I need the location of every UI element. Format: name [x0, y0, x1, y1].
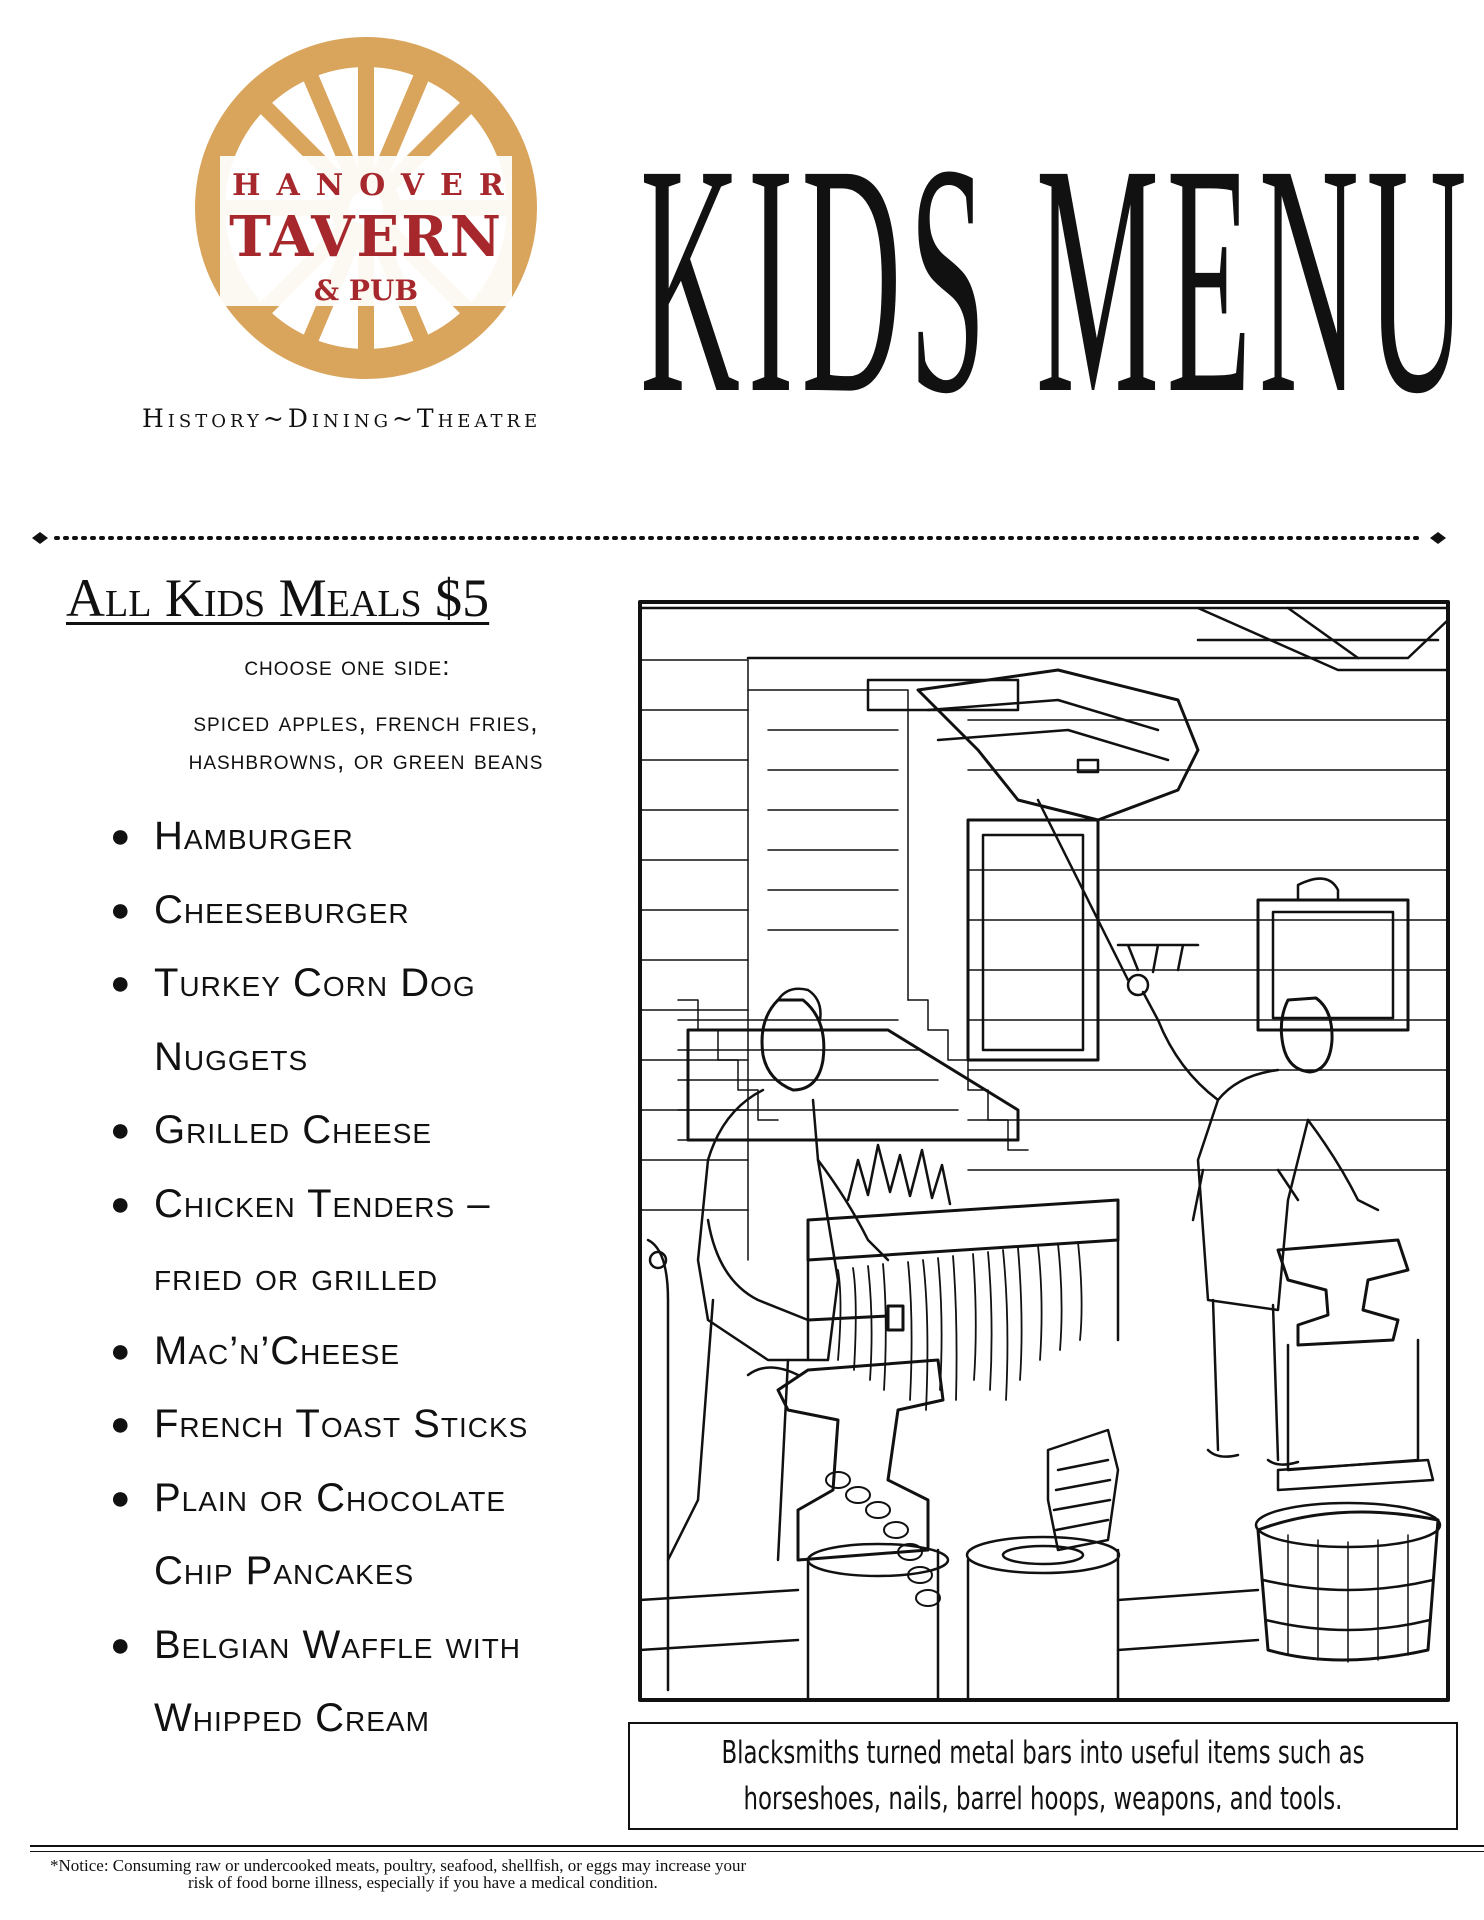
illustration-caption	[628, 1722, 1458, 1830]
logo-word-pub: & PUB	[313, 274, 419, 307]
tavern-logo	[180, 38, 552, 378]
page-title: KIDS MENU	[640, 97, 1475, 462]
blacksmith-illustration	[638, 600, 1452, 1704]
menu-item-continuation	[110, 1535, 650, 1609]
tagline: History~Dining~Theatre	[142, 404, 542, 433]
menu-item-label: French Toast Sticks	[154, 1402, 529, 1446]
bullet-icon: ●	[110, 1405, 132, 1443]
menu-item-continuation	[110, 1682, 650, 1756]
menu-item-label: fried or grilled	[154, 1255, 439, 1299]
menu-item-label: Chicken Tenders –	[154, 1181, 491, 1226]
menu-item	[110, 947, 650, 1021]
bullet-icon: ●	[110, 817, 132, 855]
bullet-icon: ●	[110, 890, 132, 929]
menu-list	[110, 800, 650, 1756]
food-safety-notice	[50, 1857, 930, 1891]
menu-item	[110, 1462, 650, 1536]
side-prompt: choose one side:	[244, 651, 451, 681]
menu-item	[110, 1315, 650, 1389]
dotted-divider	[30, 530, 1448, 546]
notice-line: *Notice: Consuming raw or undercooked meats, poultry, seafood, shellfish, or eggs may increase your	[50, 1856, 747, 1875]
menu-item	[110, 874, 650, 948]
menu-item-label: Hamburger	[154, 814, 354, 858]
menu-item-label: Chip Pancakes	[154, 1549, 415, 1593]
menu-item	[110, 1609, 650, 1683]
menu-item-continuation	[110, 1021, 650, 1095]
meals-price-heading: All Kids Meals $5	[66, 568, 490, 628]
footer-rule	[30, 1845, 1484, 1847]
side-options-line: spiced apples, french fries,	[193, 707, 539, 737]
bullet-icon: ●	[110, 1184, 132, 1223]
menu-item-label: Plain or Chocolate	[154, 1475, 506, 1520]
menu-item	[110, 800, 650, 874]
menu-item	[110, 1388, 650, 1462]
logo-word-tavern: TAVERN	[229, 204, 503, 270]
side-options	[96, 703, 636, 779]
menu-item-label: Cheeseburger	[154, 887, 410, 932]
caption-line: Blacksmiths turned metal bars into useful items such as	[721, 1735, 1365, 1771]
menu-item-label: Belgian Waffle with	[154, 1622, 522, 1667]
bullet-icon: ●	[110, 1625, 132, 1664]
bullet-icon: ●	[110, 1478, 132, 1517]
logo-word-hanover: HANOVER	[232, 168, 520, 203]
side-options-line: hashbrowns, or green beans	[188, 745, 544, 775]
notice-line: risk of food borne illness, especially if you have a medical condition.	[188, 1873, 658, 1892]
menu-item-continuation	[110, 1241, 650, 1315]
caption-line: horseshoes, nails, barrel hoops, weapons, and tools.	[743, 1781, 1343, 1817]
bullet-icon: ●	[110, 1331, 132, 1370]
menu-item-label: Nuggets	[154, 1034, 309, 1079]
menu-item-label: Grilled Cheese	[154, 1108, 433, 1152]
footer-rule-thin	[30, 1851, 1484, 1852]
menu-item-label: Turkey Corn Dog	[154, 961, 476, 1005]
menu-item	[110, 1168, 650, 1242]
menu-item-label: Mac’n’Cheese	[154, 1328, 401, 1373]
menu-item-label: Whipped Cream	[154, 1696, 430, 1740]
bullet-icon: ●	[110, 1111, 132, 1149]
bullet-icon: ●	[110, 964, 132, 1002]
menu-item	[110, 1094, 650, 1168]
